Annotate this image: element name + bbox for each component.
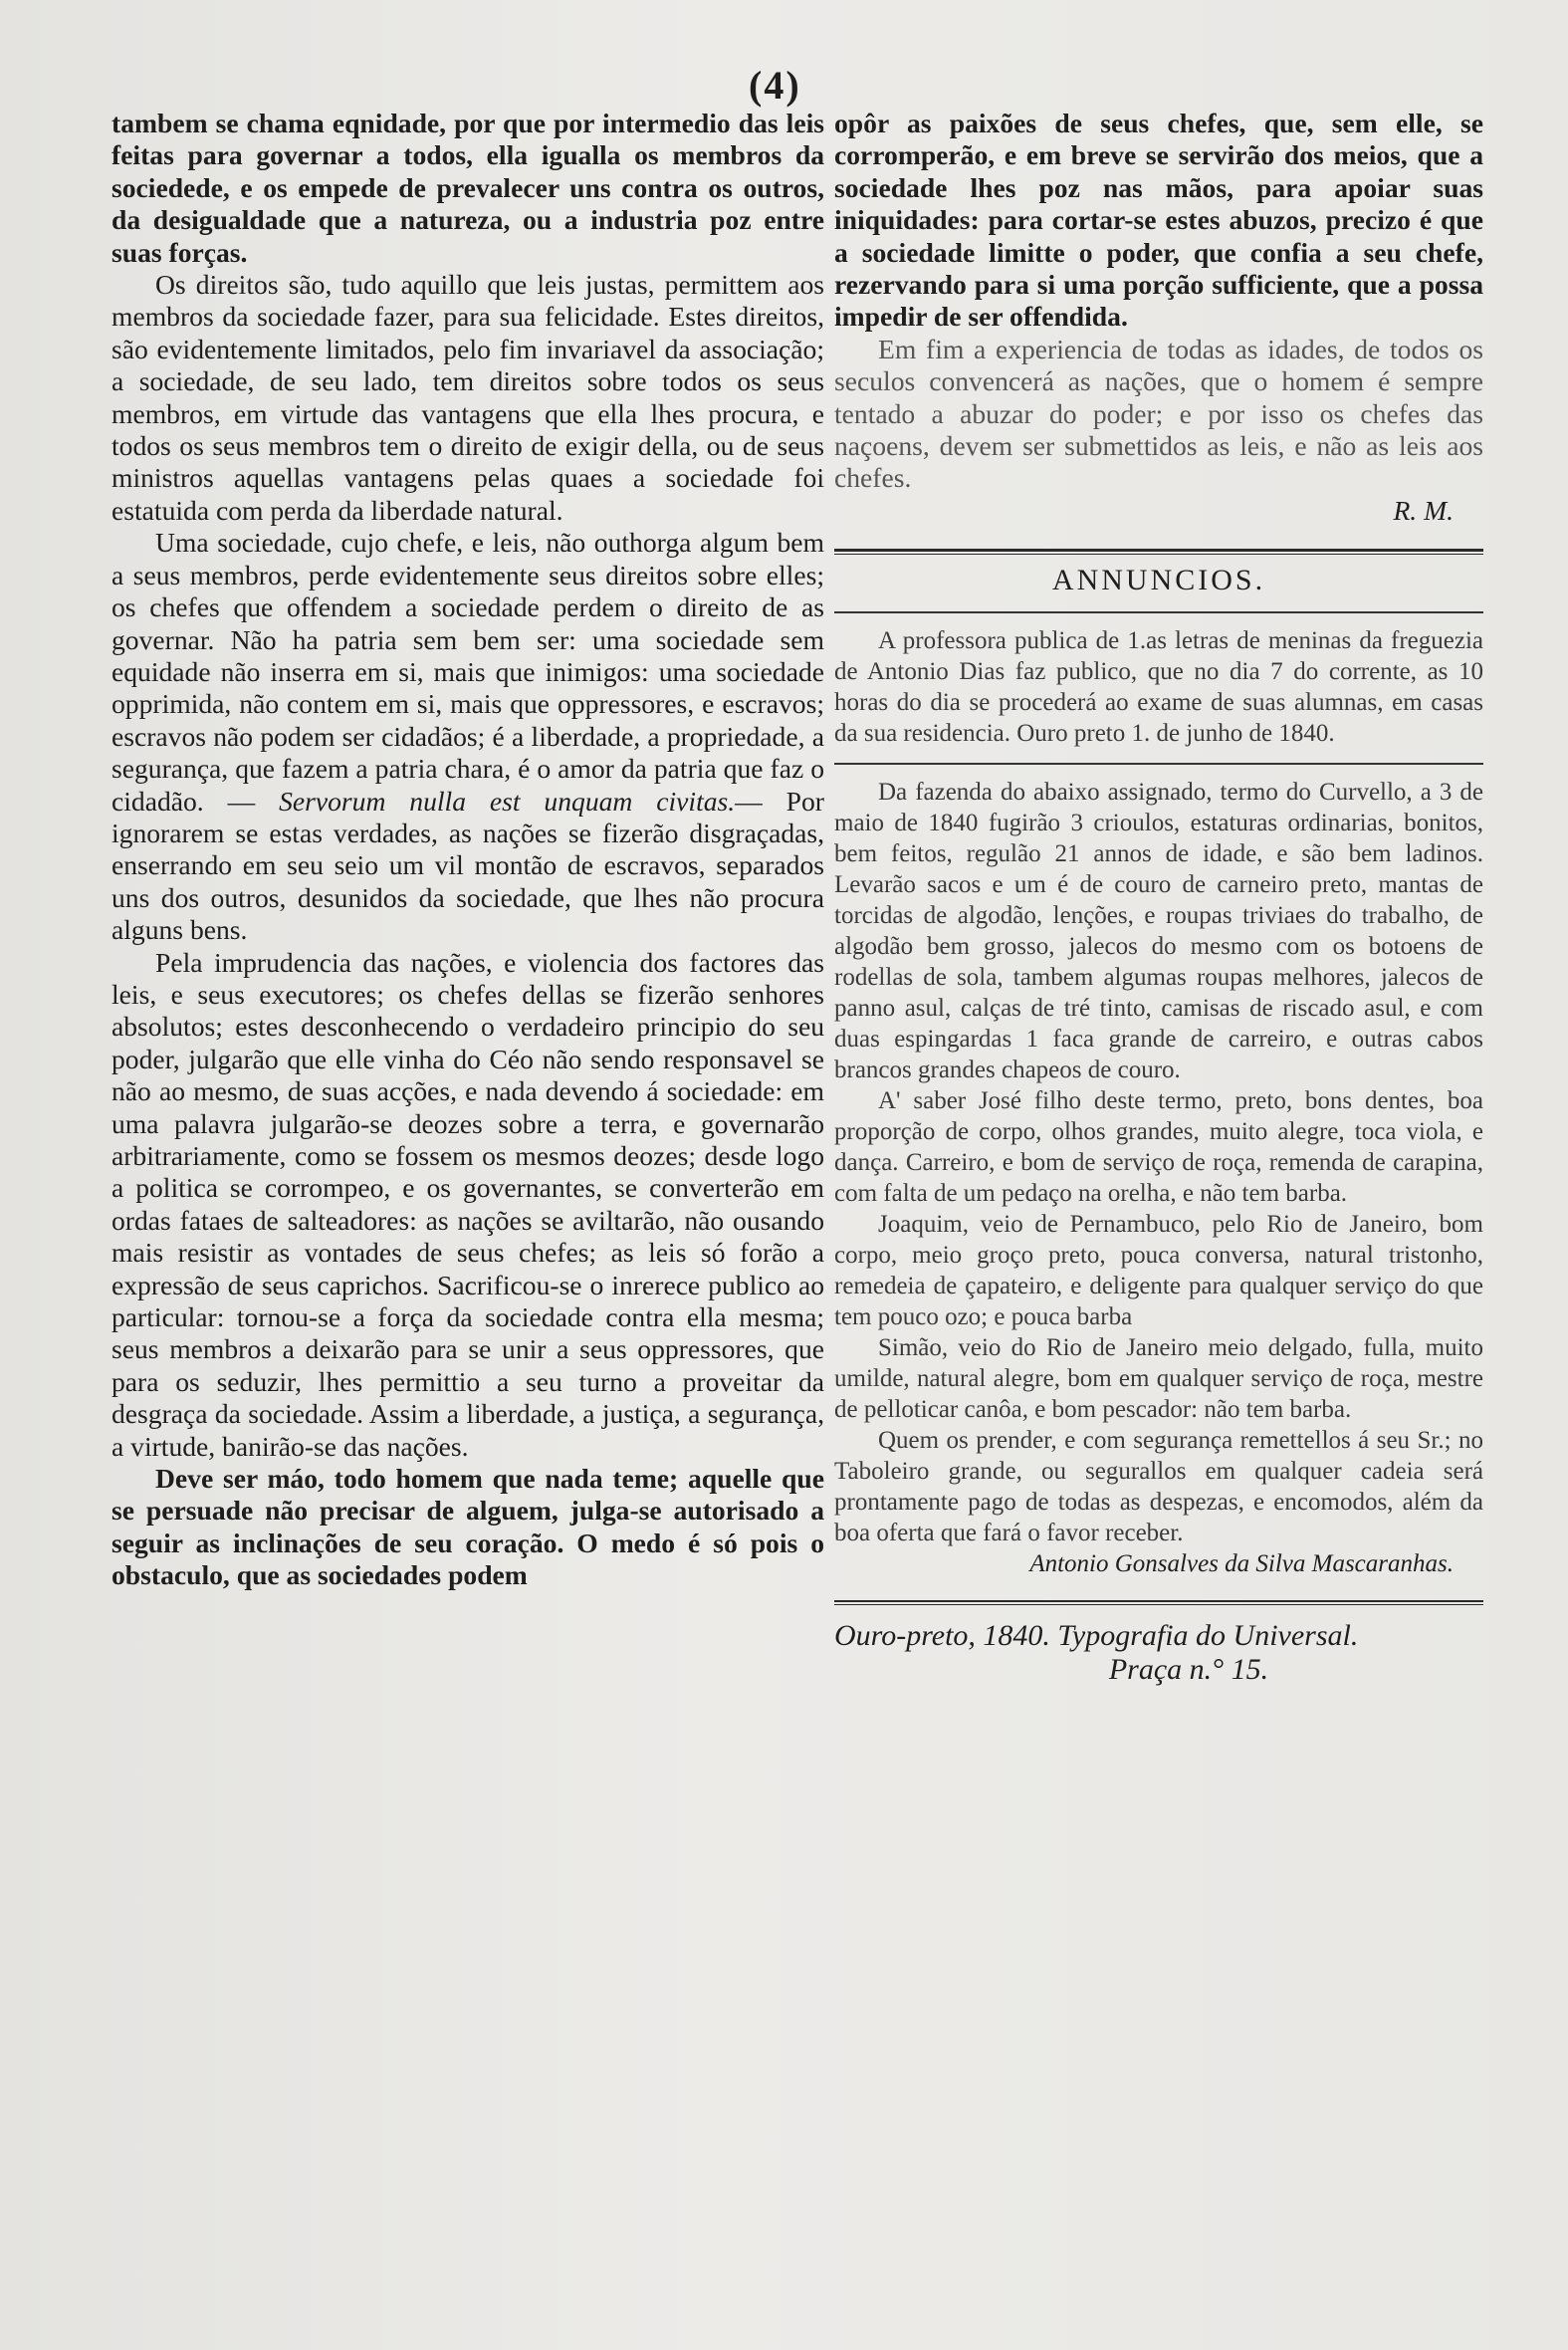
imprint-line-1: Ouro-preto, 1840. Typografia do Universal. [834, 1619, 1359, 1653]
runaway-notice-jose: A' saber José filho deste termo, preto, bons dentes, boa proporção de corpo, olhos grandes, muito alegre, toca viola, e dança. Carreiro, e bom de serviço de roça, remenda de carapina, com falta de um pedaço na orelha, e não tem barba. [834, 1086, 1483, 1207]
runaway-notice-simao: Simão, veio do Rio de Janeiro meio delgado, fulla, muito umilde, natural alegre, bom em qualquer serviço de roça, mestre de pelloticar canôa, e bom pescador: não tem barba. [834, 1333, 1483, 1423]
right-paragraph-1: opôr as paixões de seus chefes, que, sem elle, se corromperão, e em breve se servirão dos meios, que a sociedade lhes poz nas mãos, para apoiar suas iniquidades: para cortar-se estes abuzos, precizo é que a sociedade limitte o poder, que confia a seu chefe, rezervando para si uma porção sufficiente, que a possa impedir de ser offendida. [834, 108, 1483, 333]
left-paragraph-1 [112, 108, 824, 269]
imprint-line-2: Praça n.° 15. [1108, 1653, 1269, 1687]
left-paragraph-4: Pela imprudencia das nações, e violencia dos factores das leis, e seus executores; os chefes dellas se fizerão senhores absolutos; estes desconhecendo o verdadeiro principio do seu poder, julgarão que elle vinha do Céo não sendo responsavel se não ao mesmo, de suas acções, e nada devendo á sociedade: em uma palavra julgarão-se deozes sobre a terra, e governarão arbitrariamente, como se fossem os mesmos deozes; desde logo a politica se corrompeo, e os governantes, se converterão em ordas fataes de salteadores: as nações se aviltarão, não ousando mais resistir as vontades de seus chefes; as leis só forão a expressão de seus caprichos. Sacrificou-se o inrerece publico ao particular: tornou-se a força da sociedade contra ella mesma; seus membros a deixarão para se unir a seus oppressores, que para os seduzir, lhes permittio a seu turno a proveitar da desgraça da sociedade. Assim a liberdade, a justiça, a segurança, a virtude, banirão-se das nações. [112, 946, 824, 1462]
section-divider [834, 549, 1483, 555]
runaway-notice-reward: Quem os prender, e com segurança remettellos á seu Sr.; no Taboleiro grande, ou segurallos em qualquer cadeia será prontamente pago de todas as despezas, e encomodos, além da boa oferta que fará o favor receber. [834, 1426, 1483, 1546]
right-column [834, 108, 1483, 1687]
left-paragraph-3b: — Por ignorarem se estas verdades, as nações se fizerão disgraçadas, enserrando em seu seio um vil montão de escravos, separados uns dos outros, desunidos da sociedade, que lhes não procura alguns bens. [112, 785, 824, 946]
latin-quote: Servorum nulla est unquam civitas. [279, 785, 736, 817]
heading-rule [834, 611, 1483, 613]
right-paragraph-2: Em fim a experiencia de todas as idades, de todos os seculos convencerá as nações, que o homem é sempre tentado a abuzar do poder; e por isso os chefes das naçoens, devem ser submettidos as leis, e não as leis aos chefes. [834, 333, 1483, 494]
left-paragraph-3 [112, 527, 824, 946]
notice-divider [834, 763, 1483, 765]
left-paragraph-1-text: tambem se chama eqnidade, por que por intermedio das leis feitas para governar a todos, ella igualla os membros da sociedede, e os empede de prevalecer uns contra os outros, da desigualdade que a natureza, ou a industria poz entre suas forças. [112, 108, 824, 268]
left-column [112, 108, 824, 1592]
left-paragraph-3a: Uma sociedade, cujo chefe, e leis, não outhorga algum bem a seus membros, perde evidentemente seus direitos sobre elles; os chefes que offendem a sociedade perdem o direito de as governar. Não ha patria sem bem ser: uma sociedade sem equidade não inserra em si, mais que inimigos: uma sociedade opprimida, não contem em si, mais que oppressores, e escravos; escravos não podem ser cidadãos; é a liberdade, a propriedade, a segurança, que fazem a patria chara, é o amor da patria que faz o cidadão. — [112, 527, 824, 817]
left-paragraph-2: Os direitos são, tudo aquillo que leis justas, permittem aos membros da sociedade fazer, para sua felicidade. Estes direitos, são evidentemente limitados, pelo fim invariavel da associação; a sociedade, de seu lado, tem direitos sobre todos os seus membros, em virtude das vantagens que ella lhes procura, e todos os seus membros tem o direito de exigir della, ou de seus ministros aquellas vantagens pelas quaes a sociedade foi estatuida com perda da liberdade natural. [112, 269, 824, 526]
annuncios-heading: ANNUNCIOS. [1051, 564, 1266, 597]
imprint [834, 1619, 1483, 1687]
runaway-notice-signature: Antonio Gonsalves da Silva Mascaranhas. [1029, 1549, 1454, 1577]
runaway-notice-joaquim: Joaquim, veio de Pernambuco, pelo Rio de Janeiro, bom corpo, meio groço preto, pouca conversa, natural tristonho, remedeia de çapateiro, e deligente para qualquer serviço do que tem pouco ozo; e pouca barba [834, 1210, 1483, 1330]
signature-rm: R. M. [1393, 494, 1454, 526]
left-paragraph-5: Deve ser máo, todo homem que nada teme; aquelle que se persuade não precisar de alguem, julga-se autorisado a seguir as inclinações de seu coração. O medo é só pois o obstaculo, que as sociedades podem [112, 1463, 824, 1591]
notice-teacher-exam: A professora publica de 1.as letras de meninas da freguezia de Antonio Dias faz publico, que no dia 7 do corrente, as 10 horas do dia se procederá ao exame de suas alumnas, em casas da sua residencia. Ouro preto 1. de junho de 1840. [834, 626, 1483, 747]
imprint-divider [834, 1600, 1483, 1605]
page-number: (4) [749, 63, 801, 108]
runaway-notice-intro: Da fazenda do abaixo assignado, termo do Curvello, a 3 de maio de 1840 fugirão 3 crioulos, estaturas ordinarias, bonitos, bem feitos, regulão 21 annos de idade, e são bem ladinos. Levarão sacos e um é de couro de carneiro preto, mantas de torcidas de algodão, lenções, e roupas triviaes do trabalho, de algodão bem grosso, jalecos do mesmo com os botoens de rodellas de sola, tambem algumas roupas melhores, jalecos de panno asul, calças de tré tinto, camisas de riscado asul, e com duas espingardas 1 faca grande de carreiro, e outras cabos brancos grandes chapeos de couro. [834, 778, 1483, 1083]
